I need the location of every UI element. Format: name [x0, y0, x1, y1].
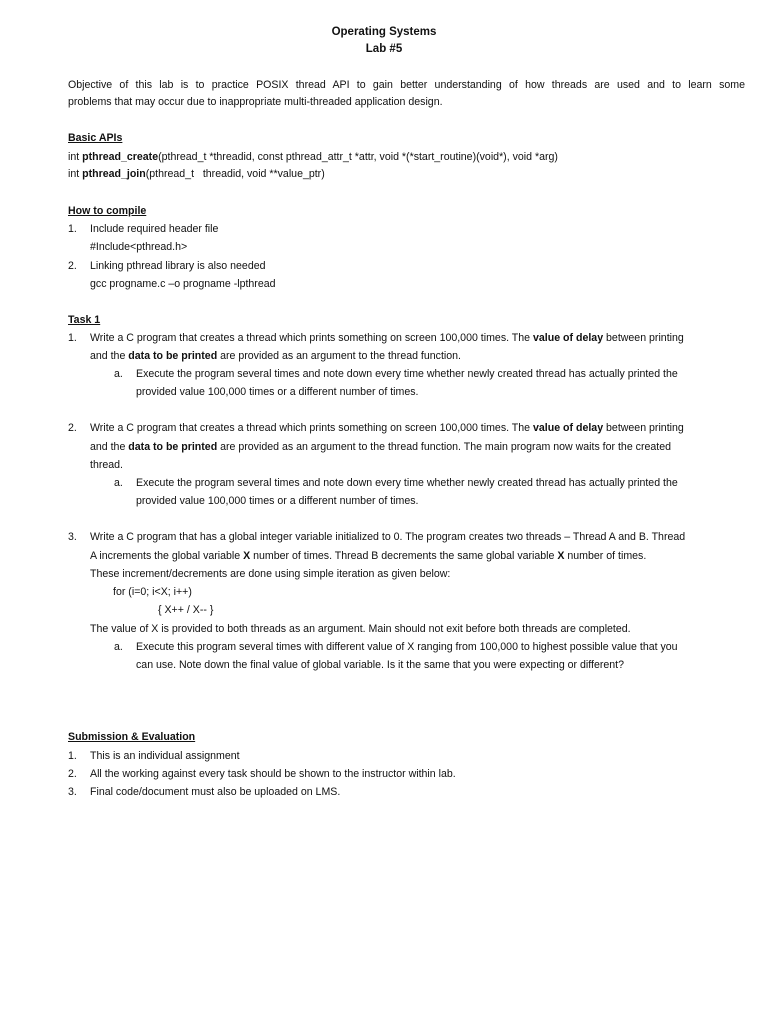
task1-item3-line4: The value of X is provided to both threads as an argument. Main should not exit before both threads are completed. [90, 623, 631, 635]
text-run: A increments the global variable [90, 550, 244, 562]
task1-item2-sub-letter: a. [114, 477, 123, 489]
task1-heading: Task 1 [68, 314, 101, 326]
task1-item1-sub-line1: Execute the program several times and note down every time whether newly created thread has actually printed the [136, 368, 678, 380]
compile-item-1-num: 1. [68, 223, 77, 235]
api-create-prefix: int [68, 151, 83, 163]
task1-item2-sub-line2: provided value 100,000 times or a different number of times. [136, 495, 419, 507]
task1-item1-line1 [90, 331, 684, 345]
task1-item3-line3: These increment/decrements are done using simple iteration as given below: [90, 568, 451, 580]
task1-item2-line2 [90, 440, 671, 454]
compile-item-2-sub: gcc progname.c –o progname -lpthread [90, 278, 276, 290]
compile-item-2-text: Linking pthread library is also needed [90, 260, 266, 272]
task1-item3-sub-line1: Execute this program several times with different value of X ranging from 100,000 to highest possible value that you [136, 641, 678, 653]
task1-item1-sub-letter: a. [114, 368, 123, 380]
task1-item3-sub-line2: can use. Note down the final value of global variable. Is it the same that you were expecting or different? [136, 659, 624, 671]
submission-heading: Submission & Evaluation [68, 731, 196, 743]
submission-item-1-text: This is an individual assignment [90, 750, 240, 762]
submission-item-2-num: 2. [68, 768, 77, 780]
basic-apis-heading: Basic APIs [68, 132, 123, 144]
text-run: Write a C program that creates a thread which prints something on screen 100,000 times. The [90, 332, 534, 344]
task1-item3-sub-letter: a. [114, 641, 123, 653]
bold-run: X [557, 550, 565, 562]
text-run: are provided as an argument to the thread function. The main program now waits for the created [217, 441, 671, 453]
bold-run: X [243, 550, 251, 562]
text-run: and the [90, 441, 129, 453]
api-pthread-join [68, 167, 325, 181]
bold-run: data to be printed [128, 441, 218, 453]
submission-item-2-text: All the working against every task should be shown to the instructor within lab. [90, 768, 456, 780]
text-run: are provided as an argument to the thread function. [217, 350, 461, 362]
text-run: between printing [603, 422, 684, 434]
bold-run: value of delay [533, 422, 604, 434]
task1-item3-code-line2: { X++ / X-- } [158, 604, 214, 616]
task1-item2-line1 [90, 421, 684, 435]
api-create-name: pthread_create [82, 151, 159, 163]
text-run: Write a C program that creates a thread which prints something on screen 100,000 times. The [90, 422, 534, 434]
api-join-name: pthread_join [82, 168, 146, 180]
api-create-signature: (pthread_t *threadid, const pthread_attr_t *attr, void *(*start_routine)(void*), void *arg) [158, 151, 558, 163]
task1-item3-line1: Write a C program that has a global integer variable initialized to 0. The program creates two threads – Thread A and B. Thread [90, 531, 686, 543]
text-run: and the [90, 350, 129, 362]
api-join-prefix: int [68, 168, 83, 180]
compile-item-1-text: Include required header file [90, 223, 219, 235]
doc-title: Operating Systems [331, 26, 437, 38]
task1-item1-num: 1. [68, 332, 77, 344]
compile-item-2-num: 2. [68, 260, 77, 272]
submission-item-3-text: Final code/document must also be uploaded on LMS. [90, 786, 341, 798]
submission-item-3-num: 3. [68, 786, 77, 798]
submission-item-1-num: 1. [68, 750, 77, 762]
bold-run: data to be printed [128, 350, 218, 362]
task1-item2-line3: thread. [90, 459, 123, 471]
task1-item1-sub-line2: provided value 100,000 times or a different number of times. [136, 386, 419, 398]
objective-line-2: problems that may occur due to inappropriate multi-threaded application design. [68, 96, 443, 108]
api-join-signature: (pthread_t threadid, void **value_ptr) [145, 168, 325, 180]
task1-item3-line2 [90, 549, 646, 563]
objective-line-1: Objective of this lab is to practice POSIX thread API to gain better understanding of how threads are used and to learn some [68, 79, 745, 91]
task1-item3-num: 3. [68, 531, 77, 543]
task1-item2-sub-line1: Execute the program several times and note down every time whether newly created thread has actually printed the [136, 477, 678, 489]
text-run: between printing [603, 332, 684, 344]
text-run: number of times. Thread B decrements the same global variable [250, 550, 558, 562]
doc-subtitle: Lab #5 [365, 43, 403, 55]
api-pthread-create [68, 150, 558, 164]
compile-heading: How to compile [68, 205, 147, 217]
task1-item2-num: 2. [68, 422, 77, 434]
compile-item-1-sub: #Include<pthread.h> [90, 241, 188, 253]
bold-run: value of delay [533, 332, 604, 344]
task1-item3-code-line1: for (i=0; i<X; i++) [113, 586, 192, 598]
text-run: number of times. [564, 550, 647, 562]
task1-item1-line2 [90, 349, 461, 363]
